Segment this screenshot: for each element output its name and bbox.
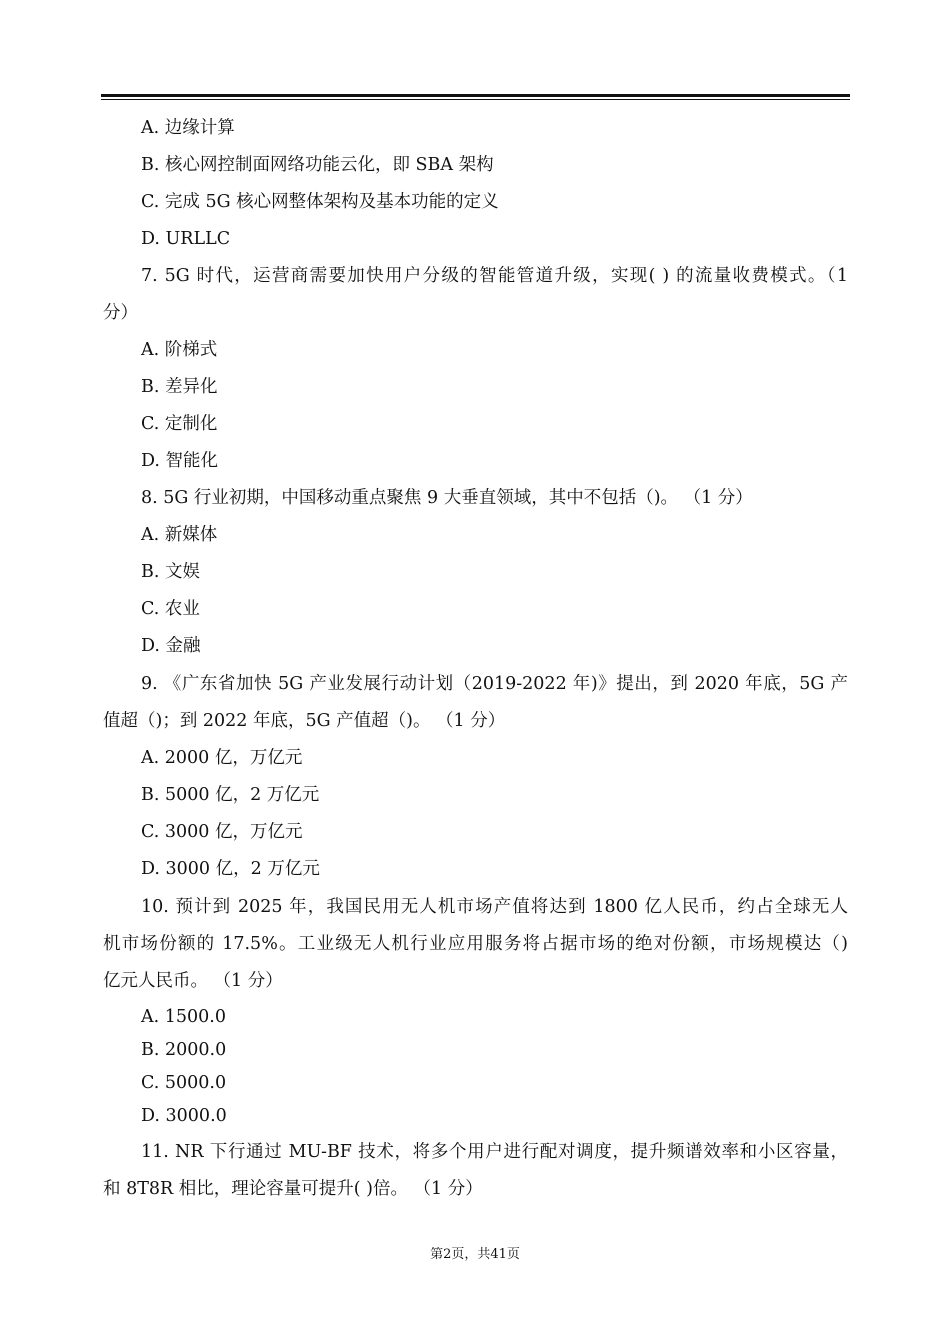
q6-option-c: C. 完成 5G 核心网整体架构及基本功能的定义 [141, 192, 499, 212]
q11-text-line1: 11. NR 下行通过 MU-BF 技术，将多个用户进行配对调度，提升频谱效率和小区容量， [141, 1142, 848, 1162]
q8-option-d: D. 金融 [141, 636, 201, 656]
q10-text-line2: 机市场份额的 17.5%。工业级无人机行业应用服务将占据市场的绝对份额，市场规模达（) [103, 934, 848, 954]
q10-option-a: A. 1500.0 [141, 1007, 226, 1027]
q6-option-a: A. 边缘计算 [141, 118, 235, 138]
q8-option-b: B. 文娱 [141, 562, 200, 582]
q9-option-c: C. 3000 亿，万亿元 [141, 822, 303, 842]
q7-option-b: B. 差异化 [141, 377, 218, 397]
q7-option-a: A. 阶梯式 [141, 340, 218, 360]
q8-text-line1: 8. 5G 行业初期，中国移动重点聚焦 9 大垂直领域，其中不包括（)。 （1 分） [141, 488, 753, 508]
q10-text-line3: 亿元人民币。 （1 分） [103, 971, 283, 991]
q6-option-d: D. URLLC [141, 229, 231, 249]
page-number: 第2页，共41页 [430, 1247, 520, 1262]
q9-option-a: A. 2000 亿，万亿元 [141, 748, 303, 768]
q10-text-line1: 10. 预计到 2025 年，我国民用无人机市场产值将达到 1800 亿人民币，约占全球无人 [141, 897, 848, 917]
q6-option-b: B. 核心网控制面网络功能云化，即 SBA 架构 [141, 155, 494, 175]
q9-text-line2: 值超（)；到 2022 年底，5G 产值超（)。 （1 分） [103, 711, 506, 731]
q10-option-d: D. 3000.0 [141, 1106, 227, 1126]
header-rule [101, 94, 850, 100]
q9-option-b: B. 5000 亿，2 万亿元 [141, 785, 320, 805]
q10-option-c: C. 5000.0 [141, 1073, 227, 1093]
q7-text-line1: 7. 5G 时代，运营商需要加快用户分级的智能管道升级，实现( ) 的流量收费模式。（1 [141, 266, 848, 286]
q11-text-line2: 和 8T8R 相比，理论容量可提升( )倍。 （1 分） [103, 1179, 483, 1199]
q9-text-line1: 9. 《广东省加快 5G 产业发展行动计划（2019-2022 年)》提出，到 2020 年底，5G 产 [141, 674, 848, 694]
q10-option-b: B. 2000.0 [141, 1040, 227, 1060]
q7-option-c: C. 定制化 [141, 414, 218, 434]
q7-option-d: D. 智能化 [141, 451, 219, 471]
q9-option-d: D. 3000 亿，2 万亿元 [141, 859, 320, 879]
q7-text-line2: 分） [103, 303, 138, 323]
q8-option-a: A. 新媒体 [141, 525, 218, 545]
q8-option-c: C. 农业 [141, 599, 200, 619]
